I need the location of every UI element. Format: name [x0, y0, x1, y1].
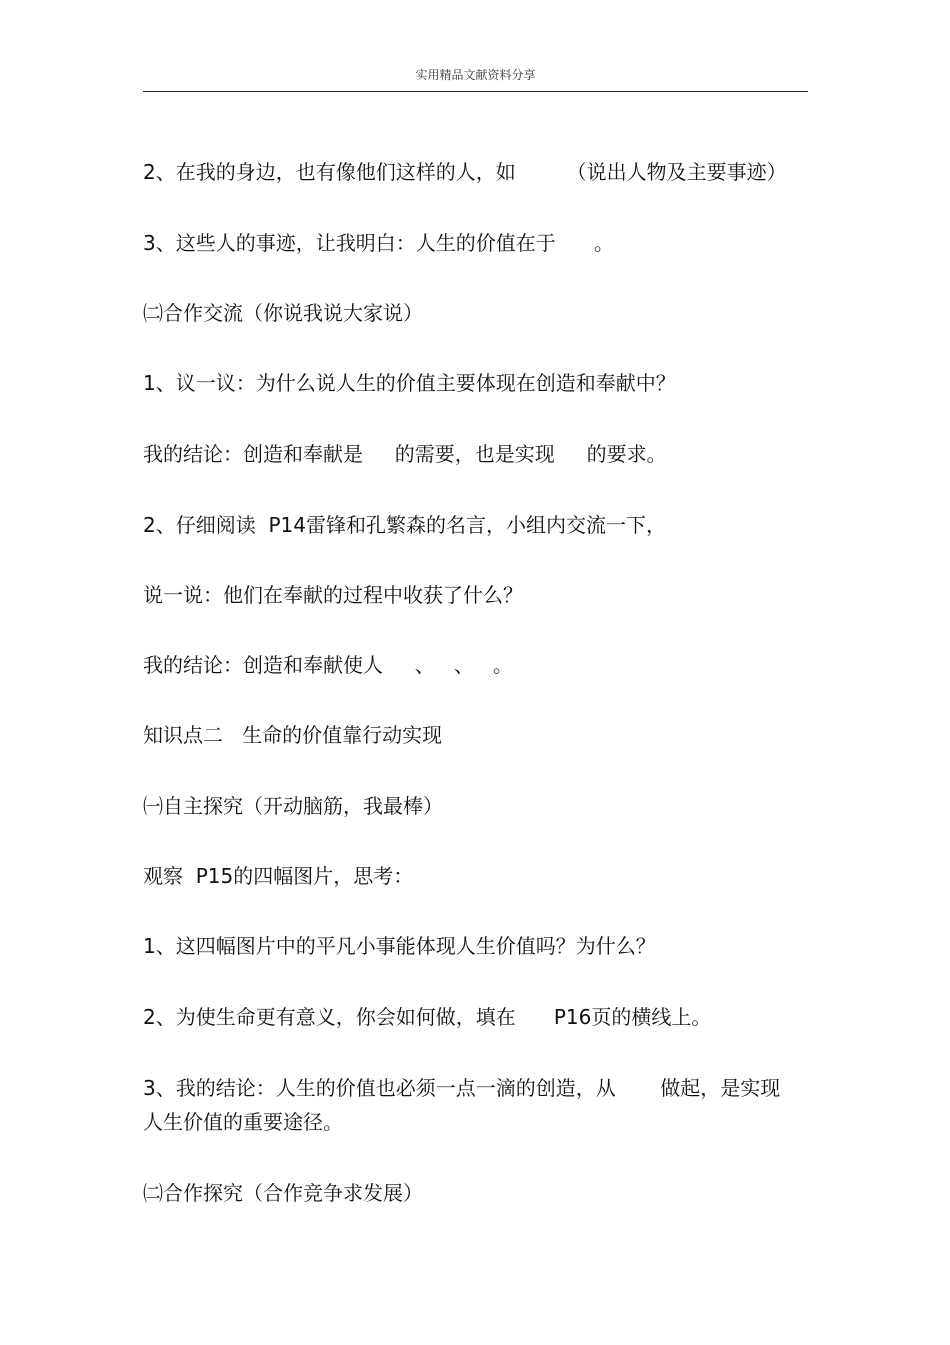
section-heading: ㈡合作交流（你说我说大家说） — [143, 301, 423, 325]
text-line: 3、我的结论：人生的价值也必须一点一滴的创造，从 做起，是实现 — [143, 1076, 781, 1100]
text-line: 2、仔细阅读 P14雷锋和孔繁森的名言，小组内交流一下， — [143, 513, 666, 537]
text-line: 1、这四幅图片中的平凡小事能体现人生价值吗？为什么？ — [143, 934, 656, 958]
text-line: 1、议一议：为什么说人生的价值主要体现在创造和奉献中？ — [143, 371, 676, 395]
page-header: 实用精品文献资料分享 — [415, 68, 536, 82]
text-line: 观察 P15的四幅图片，思考： — [143, 864, 414, 888]
text-line: 我的结论：创造和奉献是 的需要，也是实现 的要求。 — [143, 442, 667, 466]
text-line: 2、为使生命更有意义，你会如何做，填在 P16页的横线上。 — [143, 1005, 712, 1029]
text-line: 说一说：他们在奉献的过程中收获了什么？ — [143, 583, 523, 607]
text-line: 3、这些人的事迹，让我明白：人生的价值在于 。 — [143, 231, 614, 255]
section-heading: 知识点二 生命的价值靠行动实现 — [143, 723, 443, 747]
section-heading: ㈡合作探究（合作竞争求发展） — [143, 1181, 423, 1205]
header-divider — [143, 91, 808, 92]
text-line: 人生价值的重要途径。 — [143, 1110, 343, 1134]
text-line: 我的结论：创造和奉献使人 、 、 。 — [143, 653, 513, 677]
text-line: 2、在我的身边，也有像他们这样的人，如 （说出人物及主要事迹） — [143, 160, 787, 184]
section-heading: ㈠自主探究（开动脑筋，我最棒） — [143, 794, 443, 818]
